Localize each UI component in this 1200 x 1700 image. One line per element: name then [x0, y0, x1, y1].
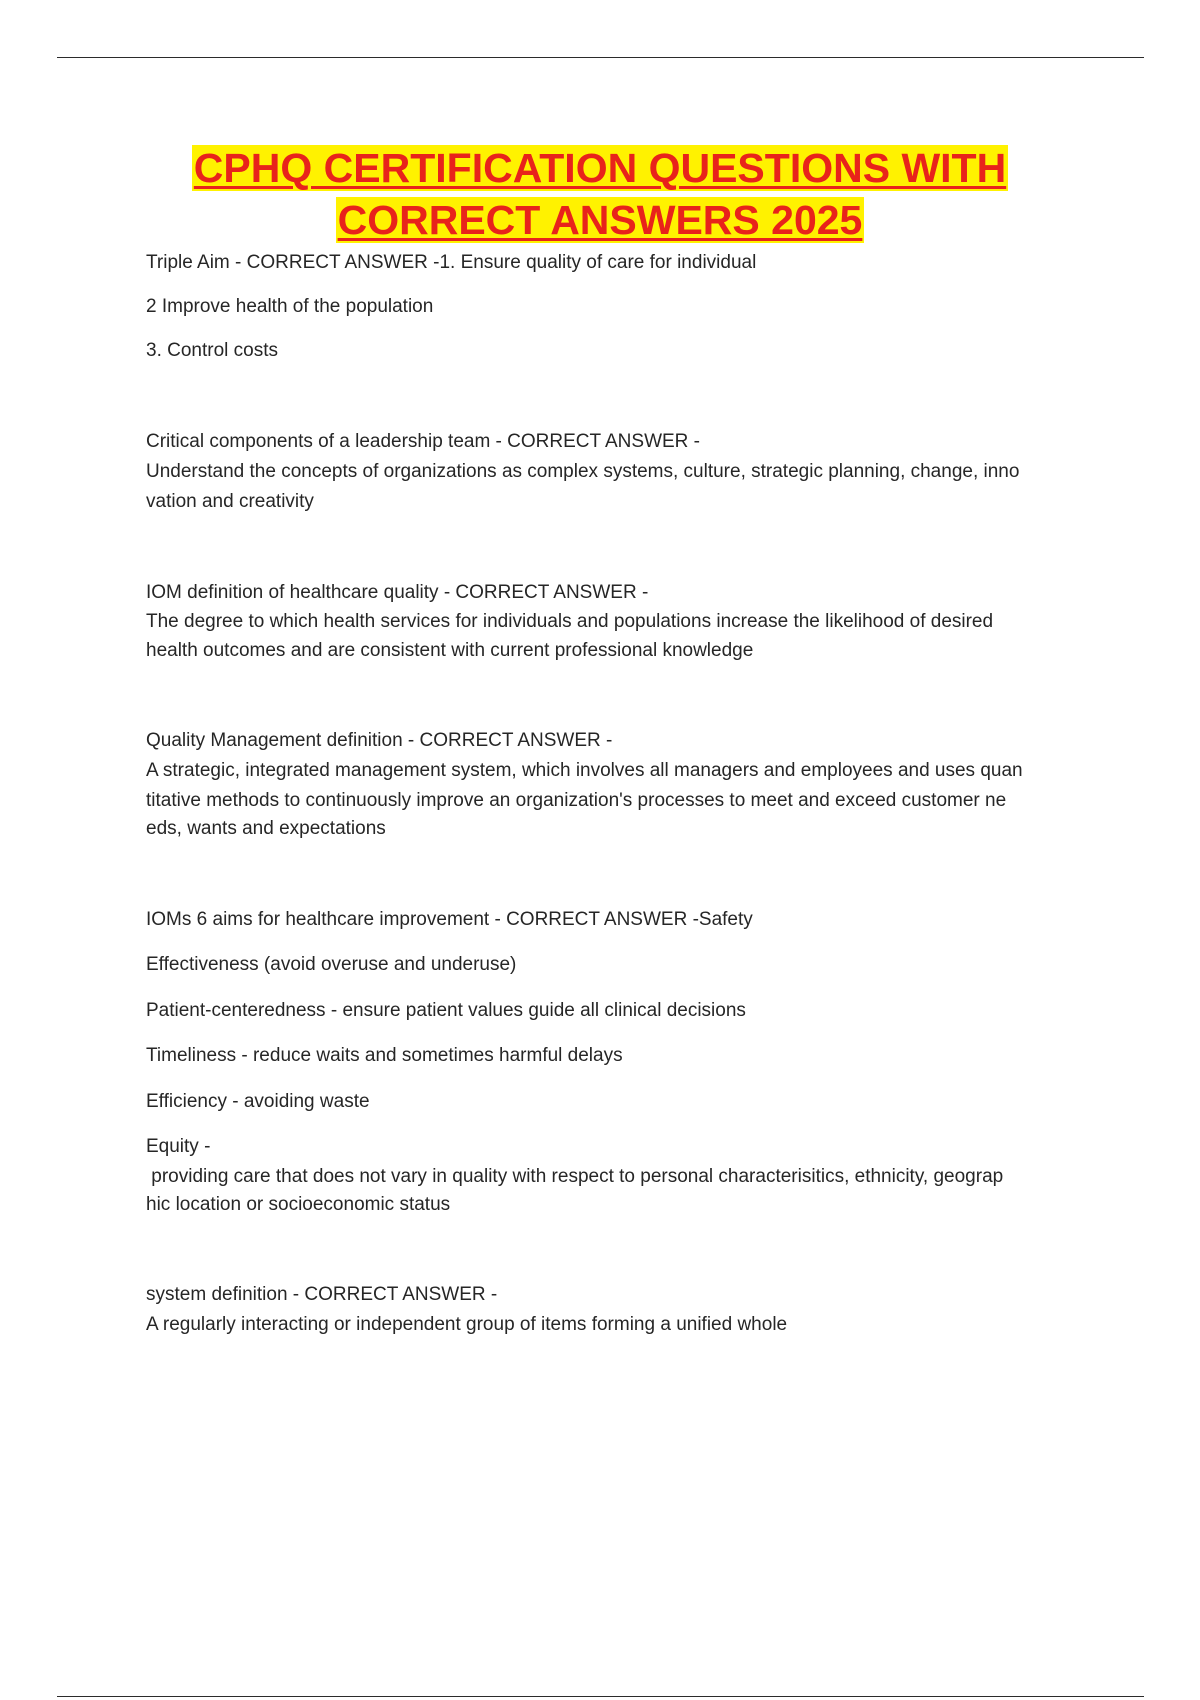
text-line: system definition - CORRECT ANSWER - [146, 1284, 498, 1305]
text-line: The degree to which health services for individuals and populations increase the likelihood of desired [146, 611, 994, 632]
text-line: Quality Management definition - CORRECT ANSWER - [146, 730, 613, 751]
text-line: A regularly interacting or independent group of items forming a unified whole [146, 1314, 788, 1335]
text-line: vation and creativity [146, 491, 314, 512]
text-line: IOM definition of healthcare quality - CORRECT ANSWER - [146, 582, 649, 603]
text-line: Patient-centeredness - ensure patient values guide all clinical decisions [146, 1000, 746, 1021]
text-line: Effectiveness (avoid overuse and underuse) [146, 954, 517, 975]
document-title [60, 142, 1140, 246]
text-line: providing care that does not vary in quality with respect to personal characterisitics, ethnicity, geograp [146, 1166, 1004, 1187]
text-line: 3. Control costs [146, 340, 278, 361]
text-line: Efficiency - avoiding waste [146, 1091, 370, 1112]
title-line-2: CORRECT ANSWERS 2025 [337, 197, 863, 243]
top-rule [57, 57, 1144, 58]
text-line: Triple Aim - CORRECT ANSWER -1. Ensure quality of care for individual [146, 252, 757, 273]
text-line: titative methods to continuously improve an organization's processes to meet and exceed customer ne [146, 790, 1007, 811]
bottom-rule [57, 1696, 1144, 1697]
text-line: Understand the concepts of organizations as complex systems, culture, strategic planning, change, inno [146, 461, 1020, 482]
text-line: Timeliness - reduce waits and sometimes harmful delays [146, 1045, 623, 1066]
text-line: health outcomes and are consistent with current professional knowledge [146, 640, 754, 661]
title-line-1: CPHQ CERTIFICATION QUESTIONS WITH [193, 145, 1007, 191]
text-line: hic location or socioeconomic status [146, 1194, 451, 1215]
text-line: eds, wants and expectations [146, 818, 386, 839]
text-line: A strategic, integrated management system, which involves all managers and employees and uses quan [146, 760, 1023, 781]
text-line: IOMs 6 aims for healthcare improvement - CORRECT ANSWER -Safety [146, 909, 753, 930]
text-line: Equity - [146, 1136, 211, 1157]
text-line: Critical components of a leadership team - CORRECT ANSWER - [146, 431, 700, 452]
text-line: 2 Improve health of the population [146, 296, 434, 317]
